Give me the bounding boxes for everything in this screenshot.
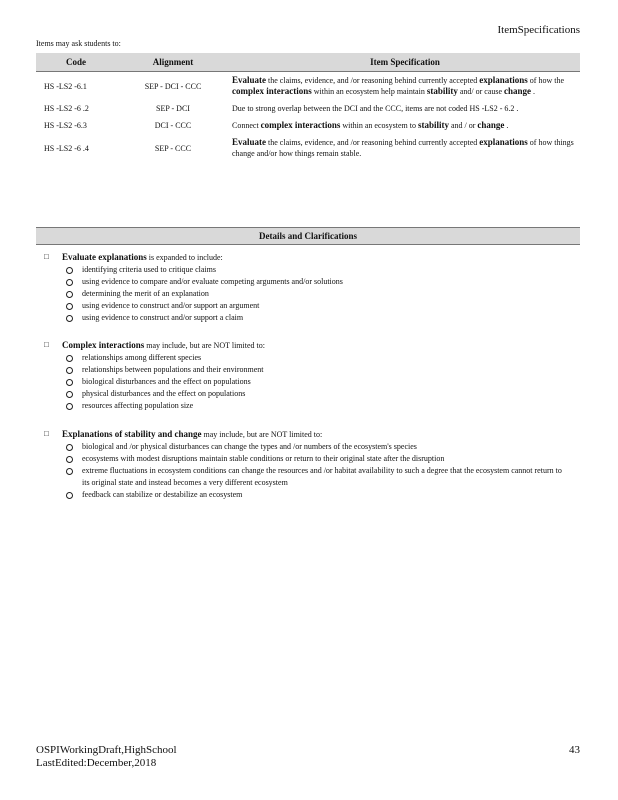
row-specification: [230, 117, 580, 134]
row-code: HS -LS2 -6.1: [44, 81, 87, 91]
bullet-circle-icon: [66, 315, 73, 322]
row-specification: [230, 134, 580, 162]
bullet-circle-icon: [66, 367, 73, 374]
bullet-circle-icon: [66, 267, 73, 274]
list-item: [66, 288, 564, 300]
list-item: [66, 465, 564, 489]
footer-edited-label: LastEdited:December,2018: [36, 757, 157, 769]
section-heading-term: Explanations of stability and change: [62, 429, 202, 439]
list-item: [66, 400, 564, 412]
list-item-text: relationships among different species: [82, 353, 202, 362]
section-list: [44, 352, 564, 412]
bullet-circle-icon: [66, 303, 73, 310]
page-number: 43: [569, 744, 580, 756]
section-heading-text: may include, but are NOT limited to:: [144, 341, 265, 350]
list-item-text: ecosystems with modest disruptions maintain stable conditions or return to their original state after the disruption: [82, 454, 445, 463]
bullet-circle-icon: [66, 456, 73, 463]
row-alignment: SEP - DCI - CCC: [144, 81, 202, 91]
page-header-title: ItemSpecifications: [497, 24, 580, 36]
row-specification: [230, 72, 580, 101]
list-item-text: biological disturbances and the effect on populations: [82, 377, 251, 386]
row-alignment: DCI - CCC: [154, 121, 192, 130]
emphasized-term: change: [504, 86, 532, 96]
row-alignment: SEP - CCC: [154, 143, 192, 153]
list-item-text: feedback can stabilize or destabilize an ecosystem: [82, 490, 243, 499]
spec-text: of how the: [527, 76, 564, 85]
emphasized-term: stability: [426, 86, 458, 96]
bullet-square-icon: □: [44, 340, 49, 349]
row-code: HS -LS2 -6 .4: [44, 143, 89, 153]
emphasized-term: Evaluate: [232, 137, 267, 147]
spec-text: the claims, evidence, and /or reasoning behind currently accepted: [266, 76, 480, 85]
spec-text: Due to strong overlap between the DCI and the CCC, items are not coded HS -LS2 - 6.2 .: [232, 104, 519, 113]
column-header-item-specification: Item Specification: [230, 53, 580, 72]
section-heading-text: is expanded to include:: [146, 253, 223, 262]
table-row: [36, 134, 580, 162]
bullet-square-icon: □: [44, 429, 49, 438]
list-item-text: using evidence to construct and/or support a claim: [82, 313, 244, 322]
spec-text: .: [531, 87, 536, 96]
list-item-text: relationships between populations and their environment: [82, 365, 264, 374]
spec-text: .: [504, 121, 509, 130]
section-heading: [44, 250, 564, 264]
list-item: [66, 300, 564, 312]
list-item-text: extreme fluctuations in ecosystem conditions can change the resources and /or habitat availability to such a degree that the ecosystem cannot return to its original state and instead becomes a very different ecosystem: [82, 466, 562, 487]
bullet-circle-icon: [66, 468, 73, 475]
emphasized-term: stability: [417, 120, 449, 130]
list-item: [66, 441, 564, 453]
details-section: [44, 338, 564, 412]
emphasized-term: explanations: [479, 137, 528, 147]
item-specification-table: [36, 53, 580, 162]
footer-info: [36, 744, 177, 770]
list-item-text: determining the merit of an explanation: [82, 289, 209, 298]
emphasized-term: complex interactions: [260, 120, 341, 130]
table-row: [36, 117, 580, 134]
list-item-text: using evidence to compare and/or evaluate competing arguments and/or solutions: [82, 277, 343, 286]
section-heading: [44, 338, 564, 352]
list-item: [66, 453, 564, 465]
row-alignment: SEP - DCI: [156, 104, 190, 113]
details-section: [44, 427, 564, 501]
column-header-alignment: Alignment: [116, 53, 230, 72]
table-row: [36, 100, 580, 117]
section-heading-text: may include, but are NOT limited to:: [201, 430, 323, 439]
emphasized-term: explanations: [479, 75, 528, 85]
bullet-circle-icon: [66, 379, 73, 386]
list-item: [66, 376, 564, 388]
emphasized-term: complex interactions: [232, 86, 312, 96]
list-item: [66, 276, 564, 288]
list-item: [66, 388, 564, 400]
section-heading-term: Complex interactions: [62, 340, 145, 350]
emphasized-term: change: [477, 120, 505, 130]
spec-text: the claims, evidence, and /or reasoning behind currently accepted: [266, 138, 480, 147]
row-code: HS -LS2 -6.3: [44, 121, 87, 130]
details-section: [44, 250, 564, 324]
bullet-circle-icon: [66, 355, 73, 362]
emphasized-term: Evaluate: [232, 75, 267, 85]
spec-text: within an ecosystem help maintain: [311, 87, 427, 96]
table-row: [36, 72, 580, 101]
list-item-text: identifying criteria used to critique claims: [82, 265, 216, 274]
list-item-text: biological and /or physical disturbances can change the types and /or numbers of the ecosystem's species: [82, 442, 417, 451]
section-list: [44, 264, 564, 324]
bullet-circle-icon: [66, 391, 73, 398]
bullet-circle-icon: [66, 492, 73, 499]
list-item-text: physical disturbances and the effect on populations: [82, 389, 246, 398]
intro-text: Items may ask students to:: [36, 39, 121, 48]
row-code: HS -LS2 -6 .2: [44, 104, 89, 113]
list-item: [66, 489, 564, 501]
bullet-circle-icon: [66, 291, 73, 298]
table-header-row: [36, 53, 580, 72]
list-item: [66, 352, 564, 364]
footer-draft-label: OSPIWorkingDraft,HighSchool: [36, 744, 177, 756]
spec-text: and / or: [448, 121, 478, 130]
list-item: [66, 364, 564, 376]
details-clarifications-header: Details and Clarifications: [36, 227, 580, 245]
row-specification: [230, 100, 580, 117]
bullet-square-icon: □: [44, 252, 49, 261]
column-header-code: Code: [36, 53, 116, 72]
section-list: [44, 441, 564, 501]
section-heading: [44, 427, 564, 441]
list-item: [66, 264, 564, 276]
section-heading-term: Evaluate explanations: [62, 252, 147, 262]
bullet-circle-icon: [66, 279, 73, 286]
spec-text: within an ecosystem to: [340, 121, 418, 130]
spec-text: of how things change and/or how things remain stable.: [232, 138, 574, 158]
list-item-text: using evidence to construct and/or support an argument: [82, 301, 260, 310]
list-item-text: resources affecting population size: [82, 401, 194, 410]
spec-text: Connect: [232, 121, 261, 130]
list-item: [66, 312, 564, 324]
bullet-circle-icon: [66, 403, 73, 410]
spec-text: and/ or cause: [457, 87, 505, 96]
bullet-circle-icon: [66, 444, 73, 451]
